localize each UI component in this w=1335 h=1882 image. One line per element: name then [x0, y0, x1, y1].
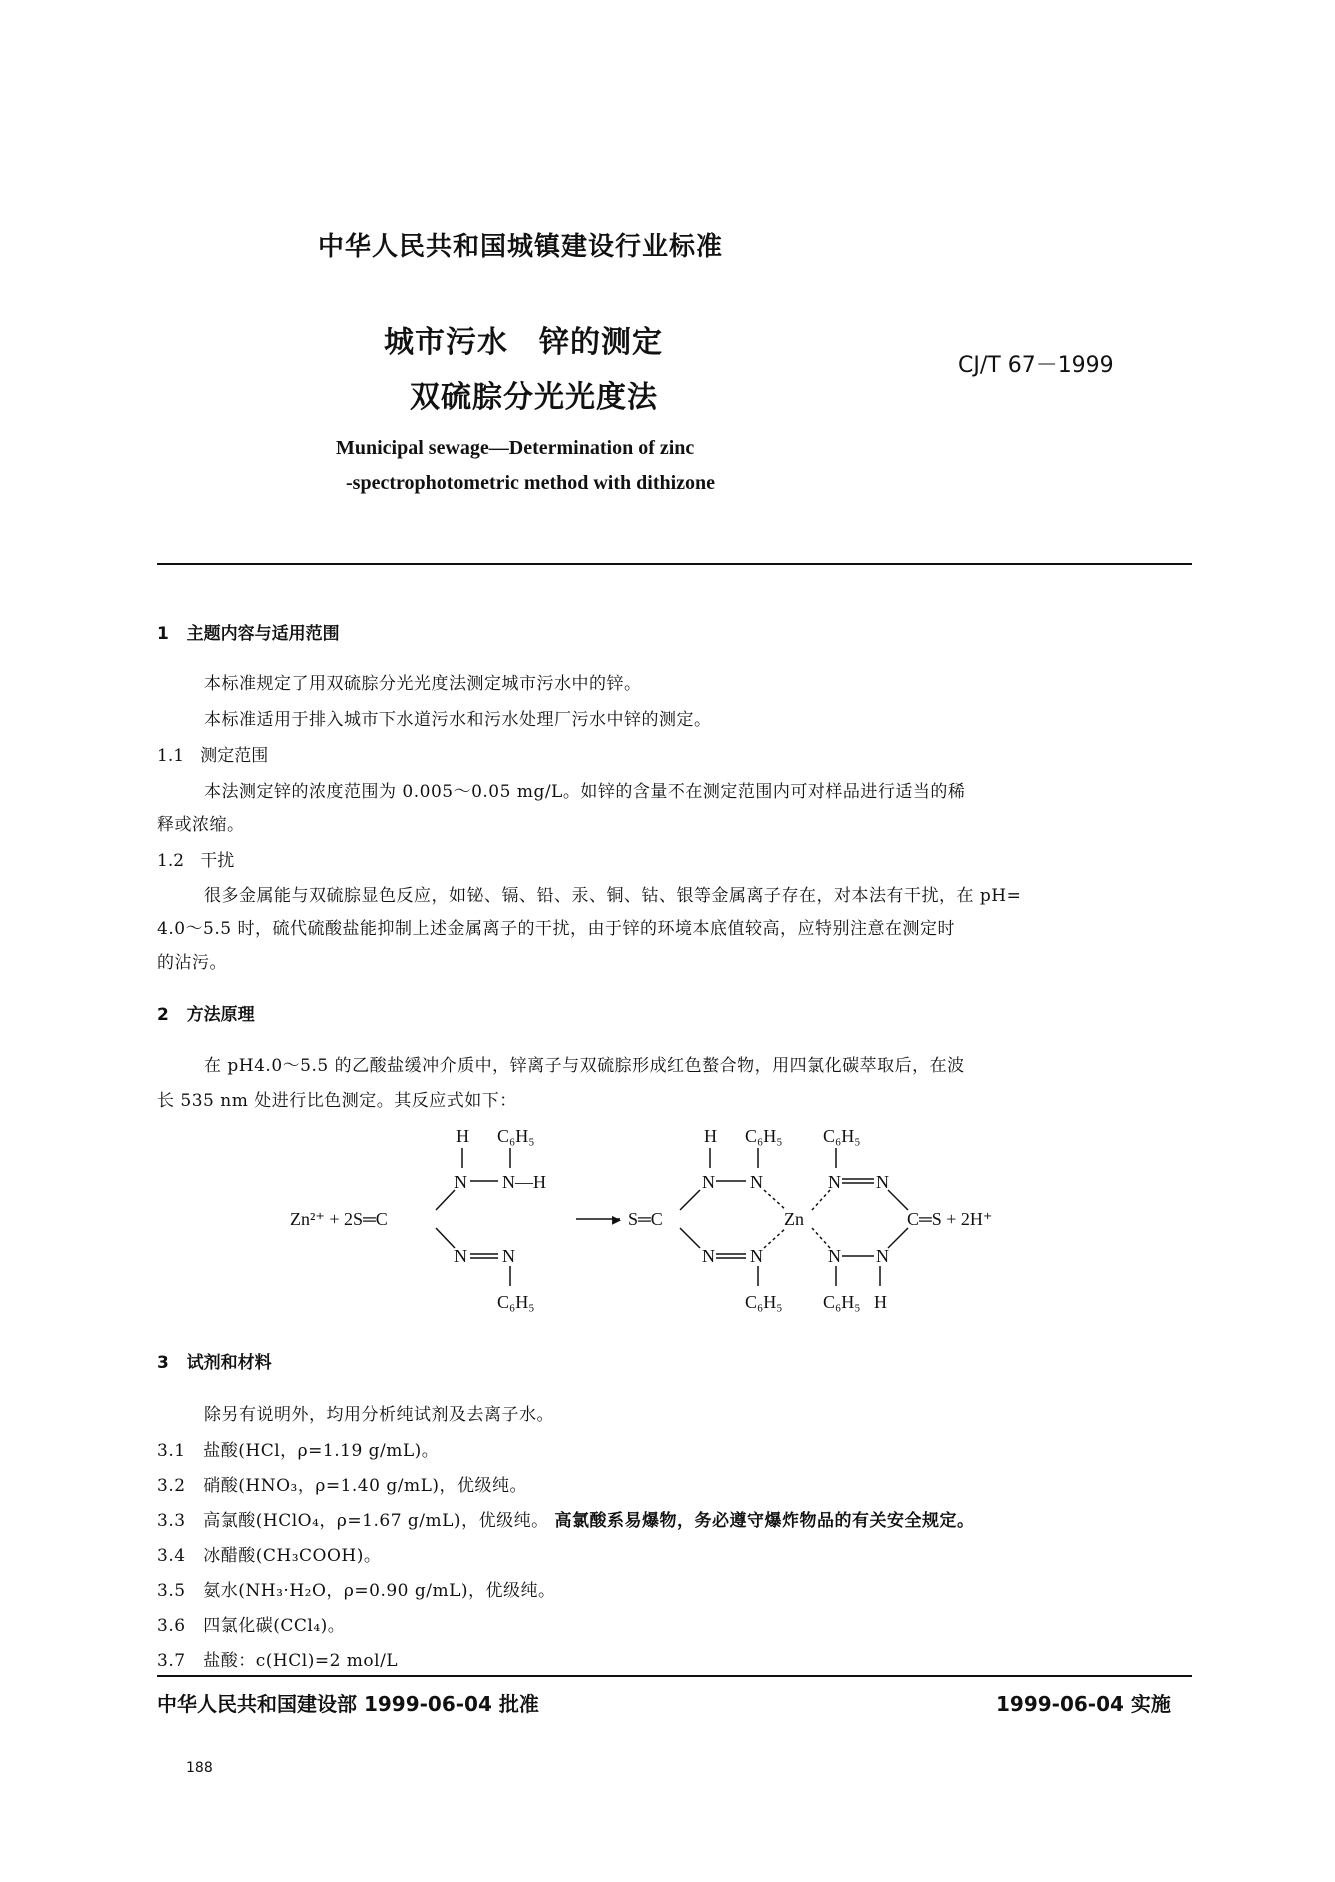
english-title-line-2: -spectrophotometric method with dithizone — [346, 472, 716, 494]
eq-nh-1: N—H — [502, 1172, 546, 1192]
eq-h-1: H — [456, 1126, 469, 1146]
eq-c-right: C═S + 2H⁺ — [907, 1209, 993, 1229]
eq-n-2: N — [454, 1246, 467, 1266]
eq-n-6: N — [828, 1172, 841, 1192]
section-1-number: 1 — [157, 624, 169, 644]
section-1-1-title: 测定范围 — [200, 746, 269, 766]
section-1-para-1: 本标准规定了用双硫腙分光光度法测定城市污水中的锌。 — [204, 674, 642, 694]
eq-ph-6: C₆H₅ — [823, 1292, 861, 1312]
standard-code: CJ/T 67－1999 — [958, 353, 1114, 378]
eq-n-11: N — [876, 1246, 889, 1266]
eq-ph-5: C₆H₅ — [745, 1292, 783, 1312]
section-1-heading — [157, 619, 340, 644]
section-1-title: 主题内容与适用范围 — [186, 624, 340, 644]
section-1-2-line-1: 很多金属能与双硫腙显色反应，如铋、镉、铅、汞、铜、钴、银等金属离子存在，对本法有干扰，在 pH= — [204, 886, 1022, 906]
eq-n-3: N — [502, 1246, 515, 1266]
title-line-2: 双硫腙分光光度法 — [410, 380, 658, 415]
eq-n-10: N — [828, 1246, 841, 1266]
reagent-text: 盐酸(HCl，ρ=1.19 g/mL)。 — [203, 1441, 440, 1461]
section-1-2-heading — [157, 846, 234, 871]
reagent-item — [157, 1471, 527, 1496]
section-3-intro: 除另有说明外，均用分析纯试剂及去离子水。 — [204, 1405, 554, 1425]
section-2-line-2: 长 535 nm 处进行比色测定。其反应式如下： — [157, 1091, 517, 1111]
eq-n-7: N — [876, 1172, 889, 1192]
eq-n-9: N — [750, 1246, 763, 1266]
eq-n-1: N — [454, 1172, 467, 1192]
reagent-number: 3.4 — [157, 1546, 186, 1566]
page-number: 188 — [186, 1760, 213, 1776]
reaction-equation — [0, 1110, 1335, 1340]
eq-ph-4: C₆H₅ — [823, 1126, 861, 1146]
reagent-text: 四氯化碳(CCl₄)。 — [203, 1616, 346, 1636]
eq-zn: Zn — [784, 1209, 804, 1229]
section-3-number: 3 — [157, 1353, 169, 1373]
section-1-para-2: 本标准适用于排入城市下水道污水和污水处理厂污水中锌的测定。 — [204, 710, 712, 730]
reagent-number: 3.7 — [157, 1651, 186, 1671]
section-1-1-line-1: 本法测定锌的浓度范围为 0.005～0.05 mg/L。如锌的含量不在测定范围内可对样品进行适当的稀 — [204, 782, 966, 802]
eq-ph-1: C₆H₅ — [497, 1126, 535, 1146]
english-title-line-1: Municipal sewage—Determination of zinc — [336, 437, 695, 459]
reagent-number: 3.2 — [157, 1476, 186, 1496]
eq-arrow-head: ▸ — [612, 1209, 622, 1229]
section-1-1-heading — [157, 741, 268, 766]
eq-n-8: N — [702, 1246, 715, 1266]
footer-rule — [157, 1675, 1192, 1677]
eq-n-5: N — [750, 1172, 763, 1192]
reagent-text: 高氯酸(HClO₄，ρ=1.67 g/mL)，优级纯。 — [203, 1511, 549, 1531]
title-line-1: 城市污水 锌的测定 — [384, 325, 663, 360]
reagent-number: 3.3 — [157, 1511, 186, 1531]
reagent-item — [157, 1611, 345, 1636]
section-1-2-line-3: 的沾污。 — [157, 953, 227, 973]
eq-s-left: S═C — [628, 1209, 663, 1229]
standard-type: 中华人民共和国城镇建设行业标准 — [318, 232, 724, 262]
eq-h-2: H — [704, 1126, 717, 1146]
reagent-item — [157, 1541, 381, 1566]
reagent-safety-warning: 高氯酸系易爆物，务必遵守爆炸物品的有关安全规定。 — [554, 1511, 975, 1531]
reagent-number: 3.5 — [157, 1581, 186, 1601]
section-1-2-number: 1.2 — [157, 851, 185, 871]
section-2-line-1: 在 pH4.0～5.5 的乙酸盐缓冲介质中，锌离子与双硫腙形成红色螯合物，用四氯化碳萃取后，在波 — [204, 1056, 965, 1076]
header-rule — [157, 563, 1192, 565]
eq-zn-ion: Zn²⁺ + 2S═C — [290, 1209, 388, 1229]
reagent-item — [157, 1576, 556, 1601]
eq-h-3: H — [874, 1292, 887, 1312]
effective-date: 1999-06-04 实施 — [996, 1692, 1171, 1716]
section-3-heading — [157, 1348, 272, 1373]
section-1-1-line-2: 释或浓缩。 — [157, 815, 245, 835]
reagent-number: 3.1 — [157, 1441, 186, 1461]
section-1-2-title: 干扰 — [200, 851, 235, 871]
section-2-heading — [157, 1000, 255, 1025]
reagent-number: 3.6 — [157, 1616, 186, 1636]
issued-date: 中华人民共和国建设部 1999-06-04 批准 — [157, 1692, 539, 1716]
reagent-text: 氨水(NH₃·H₂O，ρ=0.90 g/mL)，优级纯。 — [203, 1581, 556, 1601]
reagent-text: 盐酸：c(HCl)=2 mol/L — [203, 1651, 399, 1671]
eq-ph-3: C₆H₅ — [745, 1126, 783, 1146]
section-2-title: 方法原理 — [186, 1005, 255, 1025]
reagent-item — [157, 1506, 974, 1531]
reagent-text: 硝酸(HNO₃，ρ=1.40 g/mL)，优级纯。 — [203, 1476, 527, 1496]
reagent-item — [157, 1436, 439, 1461]
reagent-text: 冰醋酸(CH₃COOH)。 — [203, 1546, 382, 1566]
section-1-1-number: 1.1 — [157, 746, 185, 766]
eq-n-4: N — [702, 1172, 715, 1192]
section-1-2-line-2: 4.0～5.5 时，硫代硫酸盐能抑制上述金属离子的干扰，由于锌的环境本底值较高，应特别注意在测定时 — [157, 919, 955, 939]
eq-ph-2: C₆H₅ — [497, 1292, 535, 1312]
reagent-item — [157, 1646, 398, 1671]
section-3-title: 试剂和材料 — [186, 1353, 272, 1373]
section-2-number: 2 — [157, 1005, 169, 1025]
